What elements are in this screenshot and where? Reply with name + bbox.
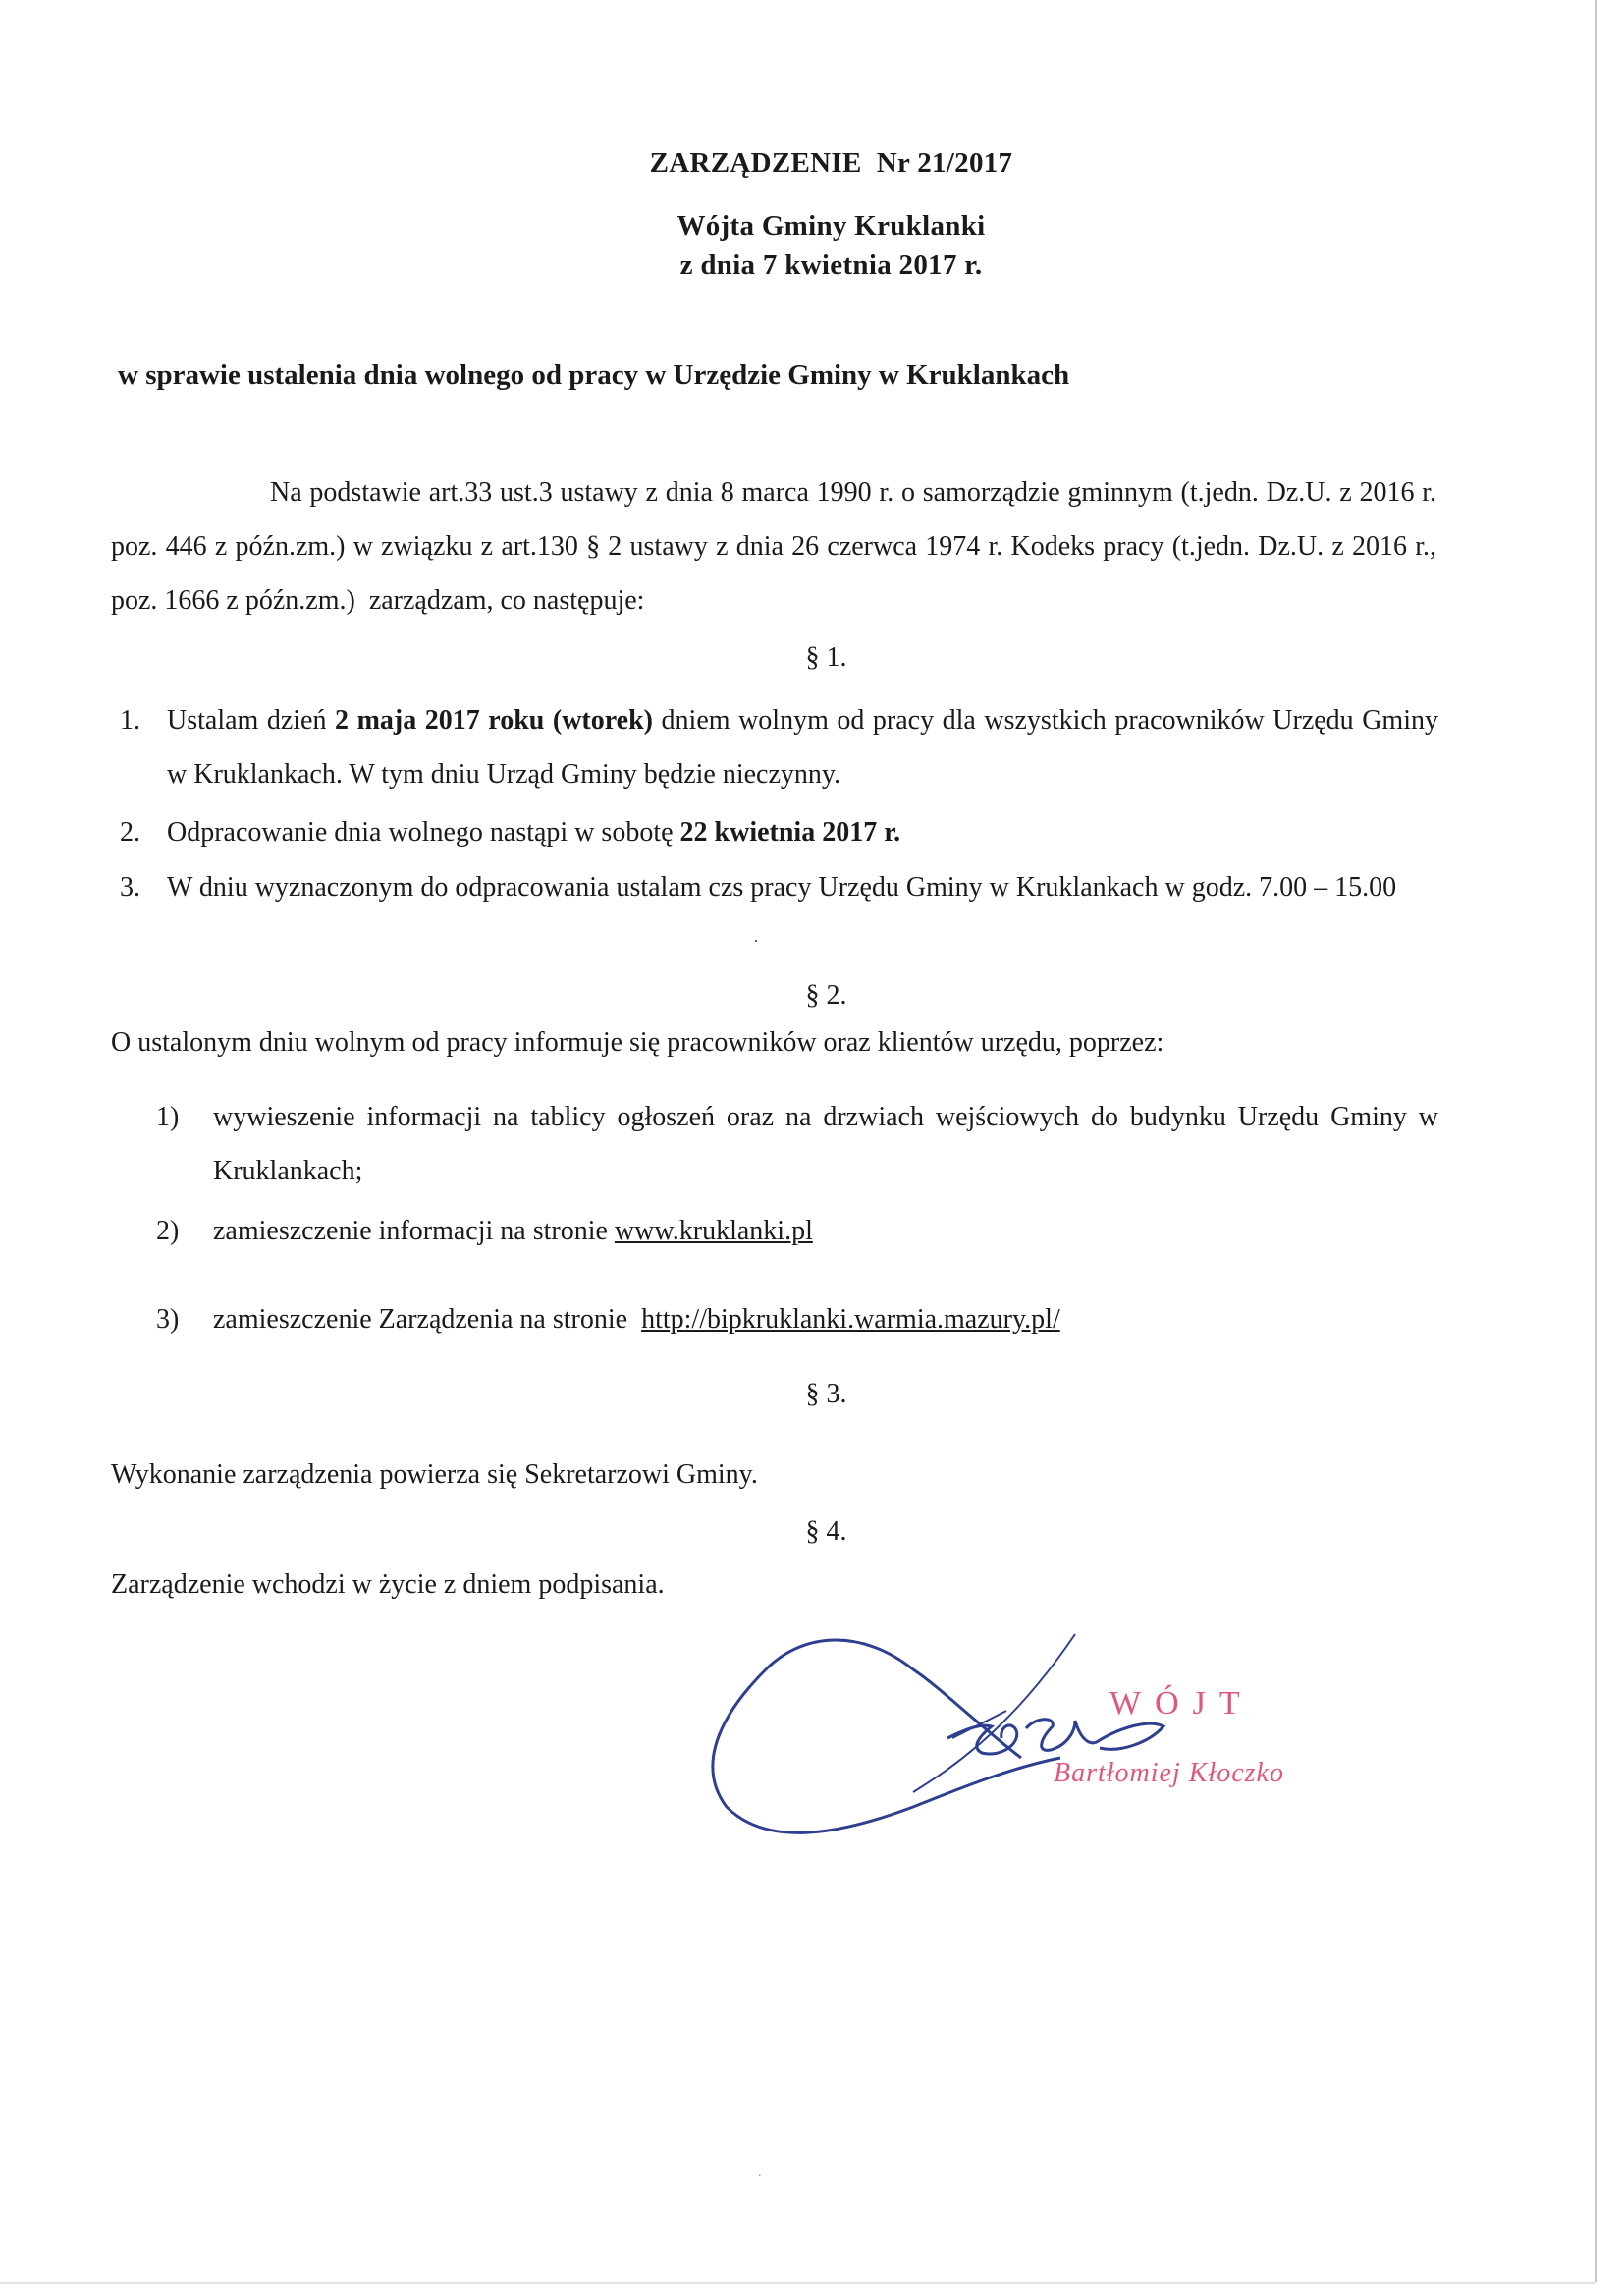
section-3-text: Wykonanie zarządzenia powierza się Sekretarzowi Gminy. [111,1459,758,1490]
scan-edge-right [1595,0,1597,2282]
item-text: Ustalam dzień [167,705,336,736]
section-2-item [156,1292,1438,1346]
section-1-item [120,860,1438,914]
item-text: W dniu wyznaczonym do odpracowania ustalam czs pracy Urzędu Gminy w Kruklankach w godz. 7.00 – 15.00 [167,872,1397,902]
item-bold-text: 2 maja 2017 roku (wtorek) [335,705,654,736]
section-1-item [120,693,1438,801]
item-text: Odpracowanie dnia wolnego nastąpi w sobotę [167,817,680,847]
item-text: dniem wolnym od pracy dla wszystkich pracowników Urzędu Gminy w Kruklankach. W tym dniu Urząd Gminy będzie nieczynny. [167,705,1438,790]
stray-mark: . [754,929,758,946]
item-number: 3) [156,1304,180,1335]
item-number: 1. [120,705,140,736]
handwritten-signature [687,1611,1375,1876]
legal-basis: Na podstawie art.33 ust.3 ustawy z dnia 8 marca 1990 r. o samorządzie gminnym (t.jedn. Dz.U. z 2016 r. poz. 446 z późn.zm.) w związku z art.130 § 2 ustawy z dnia 26 czerwca 1974 r. Kodeks pracy (t.jedn. Dz.U. z 2016 r., poz. 1666 z późn.zm.) zarządzam, co następuje: [111,477,1443,616]
item-number: 2) [156,1216,180,1246]
section-4-text: Zarządzenie wchodzi w życie z dniem podpisania. [111,1569,665,1600]
document-title: ZARZĄDZENIE Nr 21/2017 [649,147,1013,179]
item-text: zamieszczenie informacji na stronie [213,1216,615,1246]
website-link[interactable]: www.kruklanki.pl [614,1216,813,1246]
stamp-name: Bartłomiej Kłoczko [1054,1758,1284,1788]
section-1-heading: § 1. [805,642,847,673]
item-text: wywieszenie informacji na tablicy ogłoszeń oraz na drzwiach wejściowych do budynku Urzędu Gminy w Kruklankach; [213,1102,1438,1186]
item-bold-text: 22 kwietnia 2017 r. [679,817,901,847]
item-text: zamieszczenie Zarządzenia na stronie [213,1304,642,1335]
section-2-item [156,1090,1438,1198]
section-2-item [156,1204,1438,1258]
item-number: 2. [120,817,140,847]
section-2-intro: O ustalonym dniu wolnym od pracy informuje się pracowników oraz klientów urzędu, poprzez: [111,1027,1164,1058]
item-number: 1) [156,1102,180,1132]
document-date: z dnia 7 kwietnia 2017 r. [679,249,983,281]
section-1-item [120,805,1438,859]
section-2-heading: § 2. [805,980,847,1011]
section-3-heading: § 3. [805,1379,847,1409]
bip-link[interactable]: http://bipkruklanki.warmia.mazury.pl/ [641,1304,1060,1335]
document-subject: w sprawie ustalenia dnia wolnego od pracy w Urzędzie Gminy w Kruklankach [118,359,1070,391]
scan-edge-bottom [0,2282,1596,2284]
document-issuer: Wójta Gminy Kruklanki [676,210,986,242]
stray-mark-bottom: . [758,2165,762,2180]
section-4-heading: § 4. [805,1516,847,1547]
item-number: 3. [120,872,140,902]
stamp-title: WÓJT [1109,1685,1254,1722]
